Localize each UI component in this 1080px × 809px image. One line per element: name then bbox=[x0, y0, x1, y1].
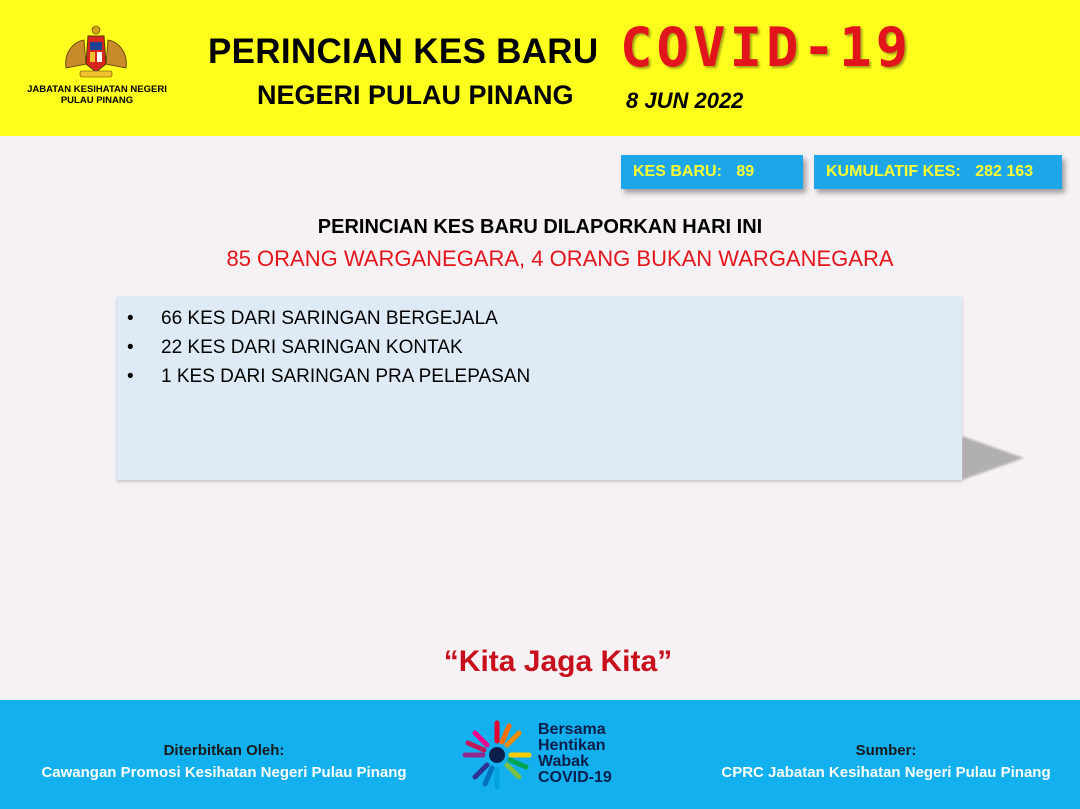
department-line-2: PULAU PINANG bbox=[60, 95, 134, 106]
publisher-name: Cawangan Promosi Kesihatan Negeri Pulau Pinang bbox=[41, 764, 407, 781]
starburst-icon bbox=[458, 716, 536, 794]
source-block bbox=[708, 740, 1064, 784]
coat-of-arms-icon bbox=[58, 24, 134, 80]
campaign-word: COVID-19 bbox=[538, 769, 612, 786]
cumulative-label: KUMULATIF KES: bbox=[826, 163, 961, 180]
list-item bbox=[127, 362, 962, 391]
list-item-text: 66 KES DARI SARINGAN BERGEJALA bbox=[161, 308, 498, 329]
department-line-1: JABATAN KESIHATAN NEGERI bbox=[27, 84, 167, 95]
campaign-logo bbox=[458, 714, 648, 798]
department-name bbox=[16, 84, 178, 106]
citizenship-breakdown: 85 ORANG WARGANEGARA, 4 ORANG BUKAN WARGANEGARA bbox=[226, 246, 894, 271]
list-item bbox=[127, 333, 962, 362]
details-heading: PERINCIAN KES BARU DILAPORKAN HARI INI bbox=[317, 216, 763, 238]
campaign-word: Hentikan bbox=[538, 737, 606, 754]
campaign-word: Wabak bbox=[538, 753, 589, 770]
source-name: CPRC Jabatan Kesihatan Negeri Pulau Pinang bbox=[721, 764, 1051, 781]
page-title: PERINCIAN KES BARU bbox=[208, 32, 599, 71]
list-item bbox=[127, 304, 962, 333]
bullet-icon: • bbox=[127, 337, 134, 358]
header-banner bbox=[0, 0, 1080, 136]
cumulative-value: 282 163 bbox=[975, 163, 1034, 180]
covid-title: COVID-19 bbox=[620, 16, 913, 79]
list-item-text: 1 KES DARI SARINGAN PRA PELEPASAN bbox=[161, 366, 531, 387]
footer-banner bbox=[0, 700, 1080, 809]
case-list bbox=[117, 296, 962, 391]
list-item-text: 22 KES DARI SARINGAN KONTAK bbox=[161, 337, 463, 358]
campaign-words bbox=[538, 722, 612, 786]
panel-shadow bbox=[962, 436, 1024, 480]
bullet-icon: • bbox=[127, 308, 134, 329]
cumulative-cases-badge bbox=[814, 155, 1062, 189]
source-label: Sumber: bbox=[855, 742, 917, 759]
new-cases-badge bbox=[621, 155, 803, 189]
state-title: NEGERI PULAU PINANG bbox=[257, 80, 574, 110]
bullet-icon: • bbox=[127, 366, 134, 387]
publisher-block bbox=[26, 740, 422, 784]
published-label: Diterbitkan Oleh: bbox=[163, 742, 285, 759]
slogan: “Kita Jaga Kita” bbox=[443, 645, 673, 678]
report-date: 8 JUN 2022 bbox=[626, 88, 744, 113]
campaign-word: Bersama bbox=[538, 721, 606, 738]
new-cases-label: KES BARU: bbox=[633, 163, 722, 180]
new-cases-value: 89 bbox=[736, 163, 755, 180]
case-details-panel bbox=[117, 296, 962, 480]
